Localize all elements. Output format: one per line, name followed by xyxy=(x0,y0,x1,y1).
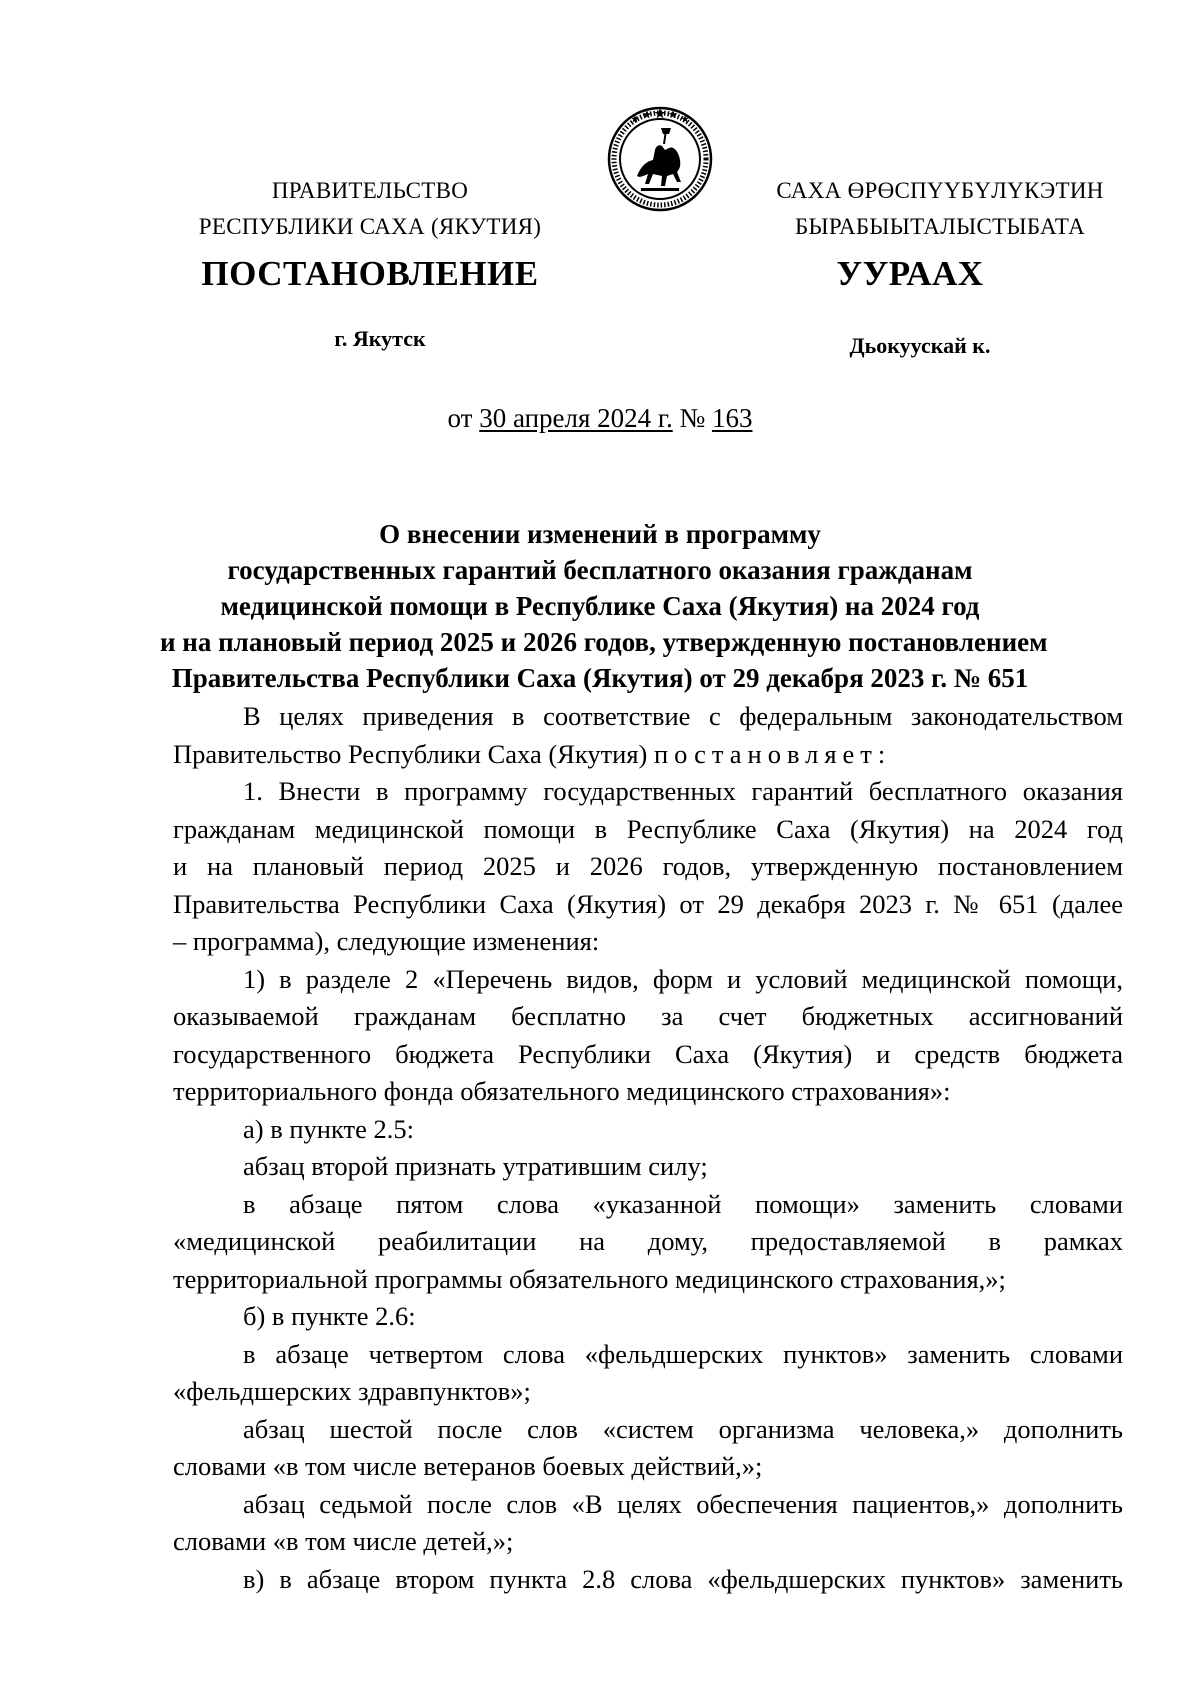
government-name-sah-line2: БЫРАБЫЫТАЛЫСТЫБАТА xyxy=(794,214,1086,239)
title-line: медицинской помощи в Республике Саха (Якутия) на 2024 год xyxy=(220,591,980,621)
body-line: и на плановый период 2025 и 2026 годов, утвержденную постановлением xyxy=(173,851,1123,881)
doc-type-ru: ПОСТАНОВЛЕНИЕ xyxy=(201,254,539,293)
number-sign: № xyxy=(679,403,706,433)
body-line: территориального фонда обязательного медицинского страхования»: xyxy=(173,1076,951,1106)
body-line: оказываемой гражданам бесплатно за счет бюджетных ассигнований xyxy=(173,1001,1123,1031)
government-name-sah-line1: САХА ӨРӨСПҮҮБҮЛҮКЭТИН xyxy=(776,178,1104,203)
resolves-word: постановляет: xyxy=(654,738,892,769)
document-body xyxy=(173,698,1123,1598)
body-line: «медицинской реабилитации на дому, предоставляемой в рамках xyxy=(173,1226,1123,1256)
government-name-ru xyxy=(170,173,570,245)
body-line: «фельдшерских здравпунктов»; xyxy=(173,1376,531,1406)
title-line: О внесении изменений в программу xyxy=(379,519,821,549)
coat-of-arms-sakha-icon xyxy=(607,106,713,212)
body-line: в) в абзаце втором пункта 2.8 слова «фельдшерских пунктов» заменить xyxy=(243,1563,1123,1594)
document-number: 163 xyxy=(711,403,753,433)
body-line xyxy=(173,736,1123,774)
date-number-line xyxy=(250,403,950,434)
title-line: и на плановый период 2025 и 2026 годов, утвержденную постановлением xyxy=(160,627,1048,657)
government-name-ru-line2: РЕСПУБЛИКИ САХА (ЯКУТИЯ) xyxy=(198,214,542,239)
body-line: словами «в том числе ветеранов боевых действий,»; xyxy=(173,1451,763,1481)
body-line: территориальной программы обязательного медицинского страхования,»; xyxy=(173,1263,1006,1294)
doc-type-sah: УУРААХ xyxy=(836,254,984,293)
document-date: 30 апреля 2024 г. xyxy=(479,403,673,433)
government-subject: Правительство Республики Саха (Якутия) xyxy=(173,738,648,769)
city-sah: Дьокуускай к. xyxy=(849,333,991,358)
body-line: – программа), следующие изменения: xyxy=(173,926,600,956)
body-line: гражданам медицинской помощи в Республике Саха (Якутия) на 2024 год xyxy=(173,813,1123,844)
body-line: абзац седьмой после слов «В целях обеспечения пациентов,» дополнить xyxy=(243,1488,1123,1519)
body-line: в абзаце пятом слова «указанной помощи» заменить словами xyxy=(243,1188,1123,1219)
body-line: абзац шестой после слов «систем организма человека,» дополнить xyxy=(243,1413,1123,1444)
title-line: государственных гарантий бесплатного оказания гражданам xyxy=(227,555,973,585)
body-line: государственного бюджета Республики Саха (Якутия) и средств бюджета xyxy=(173,1038,1123,1069)
document-title xyxy=(160,516,1048,696)
body-line: 1. Внести в программу государственных гарантий бесплатного оказания xyxy=(243,776,1123,806)
title-line: Правительства Республики Саха (Якутия) от 29 декабря 2023 г. № 651 xyxy=(171,663,1029,693)
body-line: абзац второй признать утратившим силу; xyxy=(243,1151,708,1181)
government-name-sah xyxy=(740,173,1140,245)
body-line: б) в пункте 2.6: xyxy=(243,1301,416,1331)
date-prefix: от xyxy=(447,403,473,433)
body-line: 1) в разделе 2 «Перечень видов, форм и условий медицинской помощи, xyxy=(243,963,1123,994)
body-line: Правительства Республики Саха (Якутия) от 29 декабря 2023 г. № 651 (далее xyxy=(173,888,1123,919)
body-line: В целях приведения в соответствие с федеральным законодательством xyxy=(243,701,1123,731)
body-line: а) в пункте 2.5: xyxy=(243,1113,414,1144)
government-name-ru-line1: ПРАВИТЕЛЬСТВО xyxy=(271,178,469,203)
body-line: в абзаце четвертом слова «фельдшерских пунктов» заменить словами xyxy=(243,1338,1123,1369)
body-line: словами «в том числе детей,»; xyxy=(173,1526,514,1556)
city-ru: г. Якутск xyxy=(334,326,426,351)
